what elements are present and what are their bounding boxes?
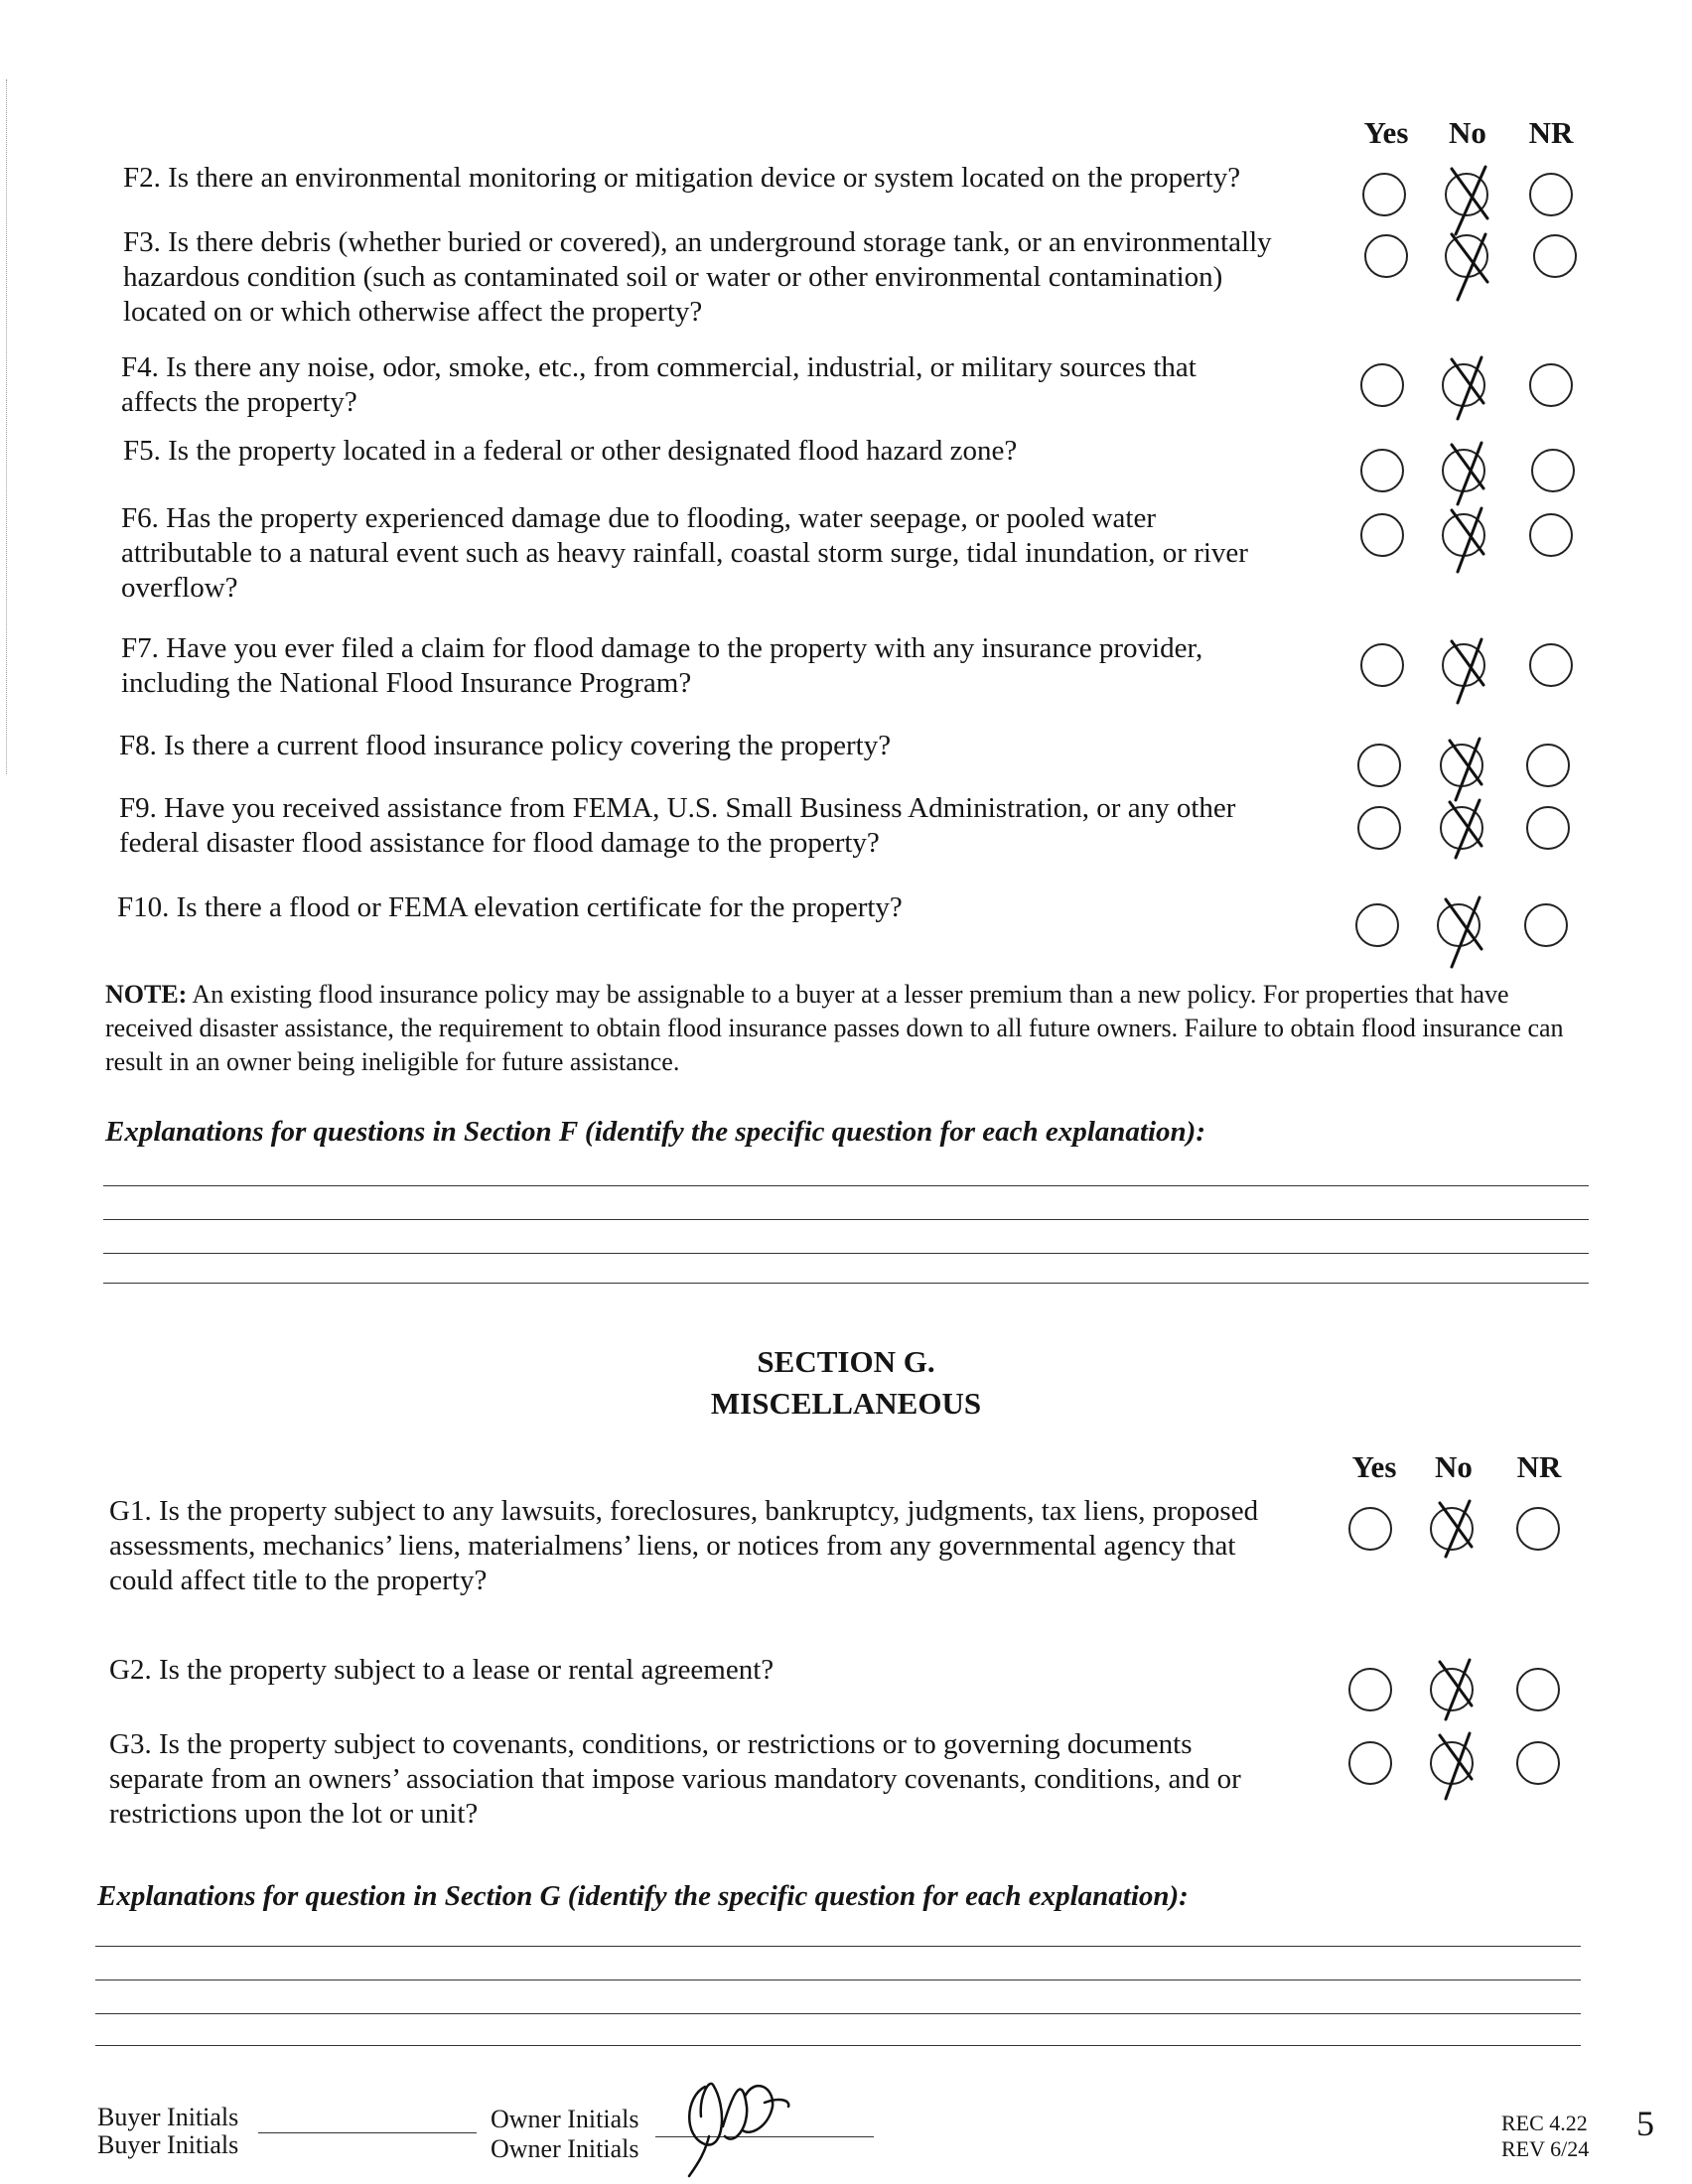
question-text-line: F4. Is there any noise, odor, smoke, etc., from commercial, industrial, or military sources that	[121, 351, 1197, 383]
explanation-line-g-2[interactable]	[95, 1979, 1581, 1980]
explanation-line-f-2[interactable]	[103, 1219, 1589, 1220]
explanation-line-g-3[interactable]	[95, 2013, 1581, 2014]
radio-f10-yes[interactable]	[1355, 903, 1399, 947]
note-label: NOTE:	[105, 980, 188, 1009]
radio-f9-yes[interactable]	[1357, 806, 1401, 850]
radio-g3-yes[interactable]	[1348, 1741, 1392, 1785]
section-f-explanations-label: Explanations for questions in Section F (identify the specific question for each explanation):	[105, 1116, 1205, 1148]
form-code: REC 4.22	[1501, 2111, 1588, 2135]
scan-margin-mark	[6, 79, 7, 774]
question-f6	[121, 501, 1248, 606]
question-text-line: F10. Is there a flood or FEMA elevation certificate for the property?	[117, 891, 903, 923]
handwritten-x-mark-f9	[1436, 796, 1495, 876]
page-number: 5	[1636, 2104, 1654, 2143]
radio-f4-yes[interactable]	[1360, 363, 1404, 407]
column-header-nr: NR	[1516, 1449, 1562, 1484]
column-header-yes: Yes	[1351, 1449, 1397, 1484]
question-text-line: G1. Is the property subject to any lawsuits, foreclosures, bankruptcy, judgments, tax liens, proposed	[109, 1495, 1259, 1527]
question-text-line: assessments, mechanics’ liens, materialmens’ liens, or notices from any governmental agency that	[109, 1530, 1236, 1562]
handwritten-x-mark-f4	[1438, 353, 1497, 433]
radio-f3-nr[interactable]	[1533, 234, 1577, 278]
question-g1	[109, 1494, 1258, 1598]
owner-initials-signature	[665, 2067, 804, 2184]
question-f2	[123, 161, 1240, 196]
radio-f3-yes[interactable]	[1364, 234, 1408, 278]
handwritten-x-mark-g3	[1426, 1729, 1485, 1809]
question-text-line: F8. Is there a current flood insurance policy covering the property?	[119, 730, 892, 761]
section-g-title: SECTION G.	[757, 1344, 935, 1379]
flood-insurance-note	[105, 978, 1575, 1079]
radio-f6-nr[interactable]	[1529, 513, 1573, 557]
question-g3	[109, 1727, 1241, 1832]
column-header-no: No	[1449, 115, 1486, 150]
explanation-line-g-4[interactable]	[95, 2045, 1581, 2046]
handwritten-x-mark-g1	[1426, 1497, 1485, 1576]
question-text-line: could affect title to the property?	[109, 1565, 488, 1596]
question-text-line: affects the property?	[121, 386, 357, 418]
radio-f6-yes[interactable]	[1360, 513, 1404, 557]
owner-initials-label-2: Owner Initials	[491, 2134, 639, 2163]
owner-initials-label-1: Owner Initials	[491, 2105, 639, 2133]
radio-f5-yes[interactable]	[1360, 449, 1404, 492]
question-f8	[119, 729, 891, 763]
question-text-line: F3. Is there debris (whether buried or covered), an underground storage tank, or an environmentally	[123, 226, 1272, 258]
radio-f5-nr[interactable]	[1531, 449, 1575, 492]
radio-f10-nr[interactable]	[1524, 903, 1568, 947]
radio-f8-yes[interactable]	[1357, 744, 1401, 787]
question-f5	[123, 434, 1017, 469]
question-text-line: G3. Is the property subject to covenants, conditions, or restrictions or to governing documents	[109, 1728, 1193, 1760]
question-text-line: F9. Have you received assistance from FEMA, U.S. Small Business Administration, or any other	[119, 792, 1236, 824]
section-g-explanations-label: Explanations for question in Section G (identify the specific question for each explanation):	[97, 1880, 1189, 1912]
section-g-subtitle: MISCELLANEOUS	[710, 1386, 982, 1421]
handwritten-x-mark-g2	[1426, 1656, 1485, 1735]
question-text-line: separate from an owners’ association that impose various mandatory covenants, conditions, and or	[109, 1763, 1241, 1795]
radio-f7-nr[interactable]	[1529, 643, 1573, 687]
radio-f2-yes[interactable]	[1362, 173, 1406, 216]
question-text-line: F2. Is there an environmental monitoring or mitigation device or system located on the property?	[123, 162, 1241, 194]
radio-f2-nr[interactable]	[1529, 173, 1573, 216]
question-text-line: overflow?	[121, 572, 238, 604]
explanation-line-f-3[interactable]	[103, 1253, 1589, 1254]
question-g2	[109, 1653, 774, 1688]
buyer-initials-label-2: Buyer Initials	[97, 2130, 239, 2159]
question-text-line: F7. Have you ever filed a claim for flood damage to the property with any insurance provider,	[121, 632, 1203, 664]
question-text-line: G2. Is the property subject to a lease or rental agreement?	[109, 1654, 775, 1686]
question-text-line: F6. Has the property experienced damage due to flooding, water seepage, or pooled water	[121, 502, 1157, 534]
question-text-line: located on or which otherwise affect the property?	[123, 296, 703, 328]
question-f10	[117, 890, 903, 925]
buyer-initials-line[interactable]	[258, 2132, 477, 2133]
question-f3	[123, 225, 1272, 330]
radio-g2-yes[interactable]	[1348, 1668, 1392, 1711]
question-text-line: restrictions upon the lot or unit?	[109, 1798, 479, 1830]
form-revision: REV 6/24	[1501, 2136, 1590, 2156]
handwritten-x-mark-f3	[1440, 228, 1499, 308]
radio-g1-nr[interactable]	[1516, 1507, 1560, 1551]
buyer-initials-label-1: Buyer Initials	[97, 2103, 239, 2131]
column-header-nr: NR	[1528, 115, 1574, 150]
explanation-line-g-1[interactable]	[95, 1946, 1581, 1947]
question-text-line: federal disaster flood assistance for flood damage to the property?	[119, 827, 880, 859]
radio-g3-nr[interactable]	[1516, 1741, 1560, 1785]
handwritten-x-mark-f6	[1438, 504, 1497, 584]
radio-f4-nr[interactable]	[1529, 363, 1573, 407]
column-header-no: No	[1435, 1449, 1473, 1484]
question-text-line: F5. Is the property located in a federal or other designated flood hazard zone?	[123, 435, 1018, 467]
question-f9	[119, 791, 1235, 861]
note-text: An existing flood insurance policy may be assignable to a buyer at a lesser premium than a new policy. For properties that have received disaster assistance, the requirement to obtain flood insurance passes down to all future owners. Failure to obtain flood insurance can result in an owner being ineligible for future assistance.	[105, 980, 1564, 1076]
explanation-line-f-4[interactable]	[103, 1283, 1589, 1284]
question-text-line: including the National Flood Insurance Program?	[121, 667, 692, 699]
radio-g1-yes[interactable]	[1348, 1507, 1392, 1551]
question-text-line: hazardous condition (such as contaminated soil or water or other environmental contamination)	[123, 261, 1223, 293]
question-f7	[121, 631, 1202, 701]
question-f4	[121, 350, 1197, 420]
explanation-line-f-1[interactable]	[103, 1185, 1589, 1186]
handwritten-x-mark-f7	[1438, 635, 1497, 715]
radio-f7-yes[interactable]	[1360, 643, 1404, 687]
radio-g2-nr[interactable]	[1516, 1668, 1560, 1711]
column-header-yes: Yes	[1363, 115, 1409, 150]
radio-f9-nr[interactable]	[1526, 806, 1570, 850]
handwritten-x-mark-f10	[1434, 893, 1493, 973]
radio-f8-nr[interactable]	[1526, 744, 1570, 787]
question-text-line: attributable to a natural event such as heavy rainfall, coastal storm surge, tidal inundation, or river	[121, 537, 1248, 569]
